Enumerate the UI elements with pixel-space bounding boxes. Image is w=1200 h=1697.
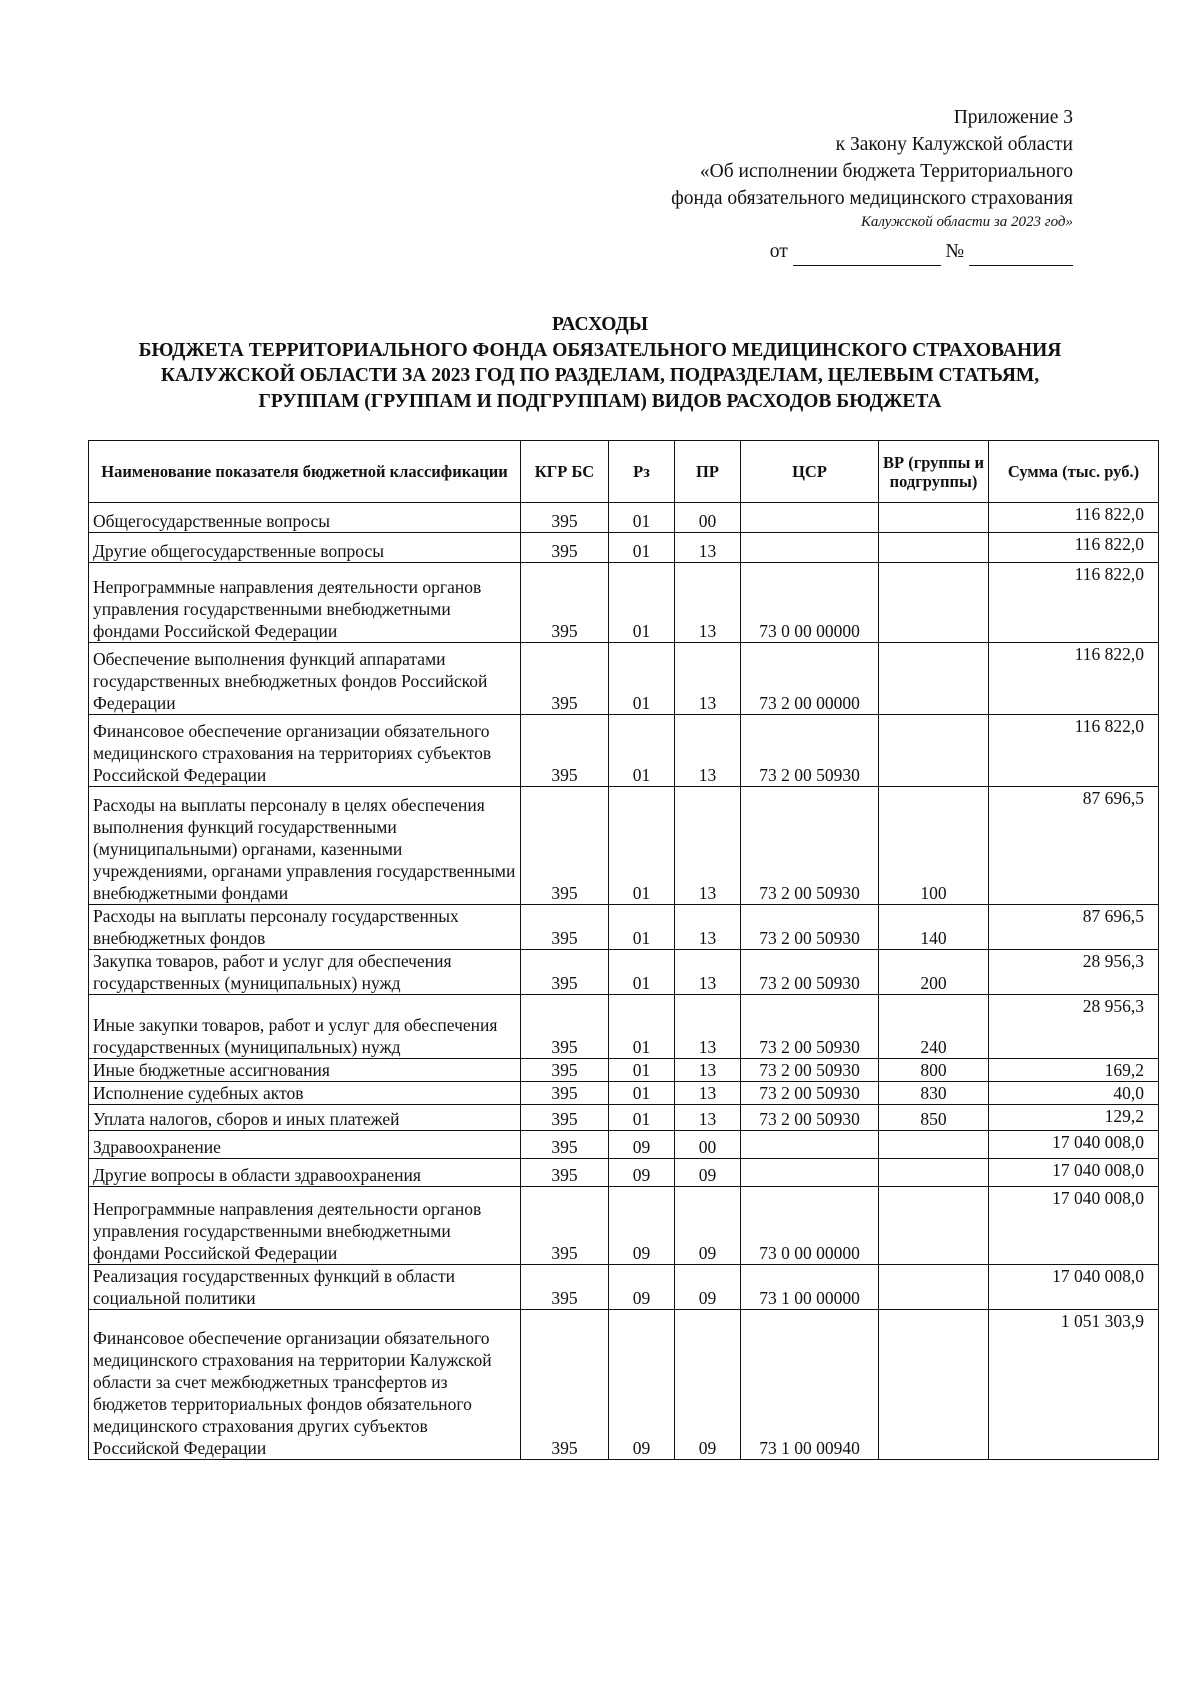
cell-csr: 73 1 00 00940 bbox=[741, 1310, 879, 1460]
appendix-line: Калужской области за 2023 год» bbox=[860, 214, 1073, 230]
table-row bbox=[89, 1131, 1159, 1159]
table-row bbox=[89, 1105, 1159, 1131]
cell-vr bbox=[879, 715, 989, 787]
cell-name: Непрограммные направления деятельности органов управления государственными внебюджетными фондами Российской Федерации bbox=[89, 1187, 521, 1265]
cell-sum: 116 822,0 bbox=[989, 563, 1159, 643]
cell-vr bbox=[879, 533, 989, 563]
cell-sum: 17 040 008,0 bbox=[989, 1265, 1159, 1310]
cell-sum: 169,2 bbox=[989, 1059, 1159, 1082]
table-row bbox=[89, 1159, 1159, 1187]
cell-rz: 01 bbox=[609, 905, 675, 950]
cell-kgrbs: 395 bbox=[521, 715, 609, 787]
cell-pr: 13 bbox=[675, 787, 741, 905]
cell-kgrbs: 395 bbox=[521, 563, 609, 643]
cell-vr bbox=[879, 1131, 989, 1159]
cell-pr: 13 bbox=[675, 643, 741, 715]
appendix-line: Приложение 3 bbox=[953, 107, 1073, 128]
cell-pr: 13 bbox=[675, 563, 741, 643]
cell-pr: 00 bbox=[675, 503, 741, 533]
cell-rz: 01 bbox=[609, 787, 675, 905]
cell-vr: 240 bbox=[879, 995, 989, 1059]
header-csr: ЦСР bbox=[741, 441, 879, 503]
cell-pr: 13 bbox=[675, 1059, 741, 1082]
cell-kgrbs: 395 bbox=[521, 1082, 609, 1105]
cell-pr: 13 bbox=[675, 905, 741, 950]
cell-rz: 01 bbox=[609, 995, 675, 1059]
cell-csr: 73 0 00 00000 bbox=[741, 563, 879, 643]
cell-name: Непрограммные направления деятельности органов управления государственными внебюджетными фондами Российской Федерации bbox=[89, 563, 521, 643]
table-row bbox=[89, 1082, 1159, 1105]
cell-name: Финансовое обеспечение организации обязательного медицинского страхования на территориях субъектов Российской Федерации bbox=[89, 715, 521, 787]
appendix-line: фонда обязательного медицинского страхования bbox=[671, 188, 1073, 209]
cell-pr: 00 bbox=[675, 1131, 741, 1159]
cell-name: Другие общегосударственные вопросы bbox=[89, 533, 521, 563]
cell-kgrbs: 395 bbox=[521, 995, 609, 1059]
table-row bbox=[89, 715, 1159, 787]
cell-rz: 09 bbox=[609, 1131, 675, 1159]
header-rz: Рз bbox=[609, 441, 675, 503]
cell-name: Иные закупки товаров, работ и услуг для обеспечения государственных (муниципальных) нужд bbox=[89, 995, 521, 1059]
cell-pr: 13 bbox=[675, 995, 741, 1059]
appendix-block bbox=[671, 104, 1073, 266]
cell-pr: 09 bbox=[675, 1310, 741, 1460]
cell-csr: 73 0 00 00000 bbox=[741, 1187, 879, 1265]
cell-pr: 13 bbox=[675, 950, 741, 995]
cell-kgrbs: 395 bbox=[521, 905, 609, 950]
header-name: Наименование показателя бюджетной классификации bbox=[89, 441, 521, 503]
cell-csr bbox=[741, 1131, 879, 1159]
cell-sum: 17 040 008,0 bbox=[989, 1159, 1159, 1187]
cell-rz: 01 bbox=[609, 1105, 675, 1131]
document-title bbox=[80, 312, 1120, 414]
cell-csr bbox=[741, 503, 879, 533]
cell-pr: 13 bbox=[675, 715, 741, 787]
cell-rz: 09 bbox=[609, 1265, 675, 1310]
number-blank bbox=[969, 238, 1073, 266]
header-vr: ВР (группы и подгруппы) bbox=[879, 441, 989, 503]
cell-kgrbs: 395 bbox=[521, 1105, 609, 1131]
cell-csr: 73 2 00 50930 bbox=[741, 1059, 879, 1082]
cell-name: Общегосударственные вопросы bbox=[89, 503, 521, 533]
cell-csr: 73 2 00 50930 bbox=[741, 905, 879, 950]
header-pr: ПР bbox=[675, 441, 741, 503]
cell-sum: 116 822,0 bbox=[989, 533, 1159, 563]
cell-sum: 17 040 008,0 bbox=[989, 1131, 1159, 1159]
cell-pr: 09 bbox=[675, 1265, 741, 1310]
cell-rz: 01 bbox=[609, 533, 675, 563]
cell-kgrbs: 395 bbox=[521, 1265, 609, 1310]
cell-vr bbox=[879, 1187, 989, 1265]
table-row bbox=[89, 787, 1159, 905]
cell-name: Расходы на выплаты персоналу государственных внебюджетных фондов bbox=[89, 905, 521, 950]
cell-vr: 200 bbox=[879, 950, 989, 995]
cell-kgrbs: 395 bbox=[521, 533, 609, 563]
cell-name: Исполнение судебных актов bbox=[89, 1082, 521, 1105]
cell-sum: 87 696,5 bbox=[989, 787, 1159, 905]
cell-sum: 116 822,0 bbox=[989, 715, 1159, 787]
cell-vr bbox=[879, 1310, 989, 1460]
cell-sum: 1 051 303,9 bbox=[989, 1310, 1159, 1460]
cell-csr: 73 2 00 50930 bbox=[741, 715, 879, 787]
cell-rz: 09 bbox=[609, 1310, 675, 1460]
appendix-line: к Закону Калужской области bbox=[835, 134, 1073, 155]
cell-rz: 01 bbox=[609, 563, 675, 643]
expenses-table bbox=[88, 440, 1159, 1460]
cell-name: Здравоохранение bbox=[89, 1131, 521, 1159]
cell-name: Расходы на выплаты персоналу в целях обеспечения выполнения функций государственными (муниципальными) органами, казенными учреждениями, органами управления государственными внебюджетными фондами bbox=[89, 787, 521, 905]
cell-name: Иные бюджетные ассигнования bbox=[89, 1059, 521, 1082]
cell-sum: 129,2 bbox=[989, 1105, 1159, 1131]
number-prefix: № bbox=[945, 241, 965, 262]
cell-csr: 73 1 00 00000 bbox=[741, 1265, 879, 1310]
appendix-line: «Об исполнении бюджета Территориального bbox=[699, 161, 1073, 182]
table-header-row bbox=[89, 441, 1159, 503]
cell-rz: 09 bbox=[609, 1159, 675, 1187]
cell-sum: 116 822,0 bbox=[989, 643, 1159, 715]
cell-sum: 17 040 008,0 bbox=[989, 1187, 1159, 1265]
cell-kgrbs: 395 bbox=[521, 1059, 609, 1082]
table-row bbox=[89, 643, 1159, 715]
cell-vr bbox=[879, 503, 989, 533]
cell-vr: 800 bbox=[879, 1059, 989, 1082]
cell-rz: 09 bbox=[609, 1187, 675, 1265]
cell-vr: 140 bbox=[879, 905, 989, 950]
cell-pr: 13 bbox=[675, 533, 741, 563]
cell-csr: 73 2 00 50930 bbox=[741, 1105, 879, 1131]
cell-kgrbs: 395 bbox=[521, 1310, 609, 1460]
table-row bbox=[89, 905, 1159, 950]
cell-name: Реализация государственных функций в области социальной политики bbox=[89, 1265, 521, 1310]
cell-rz: 01 bbox=[609, 950, 675, 995]
cell-kgrbs: 395 bbox=[521, 1159, 609, 1187]
cell-csr bbox=[741, 533, 879, 563]
title-line: КАЛУЖСКОЙ ОБЛАСТИ ЗА 2023 ГОД ПО РАЗДЕЛАМ, ПОДРАЗДЕЛАМ, ЦЕЛЕВЫМ СТАТЬЯМ, bbox=[160, 365, 1040, 386]
cell-name: Финансовое обеспечение организации обязательного медицинского страхования на территории Калужской области за счет межбюджетных трансфертов из бюджетов территориальных фондов обязательного медицинского страхования других субъектов Российской Федерации bbox=[89, 1310, 521, 1460]
cell-csr: 73 2 00 50930 bbox=[741, 1082, 879, 1105]
cell-vr bbox=[879, 643, 989, 715]
cell-name: Уплата налогов, сборов и иных платежей bbox=[89, 1105, 521, 1131]
table-row bbox=[89, 503, 1159, 533]
cell-sum: 87 696,5 bbox=[989, 905, 1159, 950]
cell-name: Обеспечение выполнения функций аппаратами государственных внебюджетных фондов Российской Федерации bbox=[89, 643, 521, 715]
date-blank bbox=[793, 238, 941, 266]
cell-kgrbs: 395 bbox=[521, 643, 609, 715]
table-row bbox=[89, 950, 1159, 995]
cell-pr: 09 bbox=[675, 1187, 741, 1265]
cell-vr: 850 bbox=[879, 1105, 989, 1131]
header-kgrbs: КГР БС bbox=[521, 441, 609, 503]
cell-csr bbox=[741, 1159, 879, 1187]
cell-csr: 73 2 00 50930 bbox=[741, 995, 879, 1059]
cell-vr bbox=[879, 563, 989, 643]
cell-kgrbs: 395 bbox=[521, 1131, 609, 1159]
cell-csr: 73 2 00 50930 bbox=[741, 950, 879, 995]
cell-csr: 73 2 00 50930 bbox=[741, 787, 879, 905]
cell-vr: 100 bbox=[879, 787, 989, 905]
cell-pr: 09 bbox=[675, 1159, 741, 1187]
cell-rz: 01 bbox=[609, 1082, 675, 1105]
table-row bbox=[89, 1059, 1159, 1082]
cell-pr: 13 bbox=[675, 1105, 741, 1131]
cell-name: Закупка товаров, работ и услуг для обеспечения государственных (муниципальных) нужд bbox=[89, 950, 521, 995]
title-line: ГРУППАМ (ГРУППАМ И ПОДГРУППАМ) ВИДОВ РАСХОДОВ БЮДЖЕТА bbox=[258, 390, 942, 412]
date-number-line bbox=[671, 238, 1073, 266]
table-row bbox=[89, 1265, 1159, 1310]
cell-kgrbs: 395 bbox=[521, 787, 609, 905]
cell-rz: 01 bbox=[609, 715, 675, 787]
cell-vr bbox=[879, 1265, 989, 1310]
cell-sum: 116 822,0 bbox=[989, 503, 1159, 533]
date-prefix: от bbox=[769, 241, 788, 262]
cell-rz: 01 bbox=[609, 643, 675, 715]
table-row bbox=[89, 1187, 1159, 1265]
cell-kgrbs: 395 bbox=[521, 1187, 609, 1265]
table-row bbox=[89, 533, 1159, 563]
cell-vr: 830 bbox=[879, 1082, 989, 1105]
cell-vr bbox=[879, 1159, 989, 1187]
title-line: БЮДЖЕТА ТЕРРИТОРИАЛЬНОГО ФОНДА ОБЯЗАТЕЛЬНОГО МЕДИЦИНСКОГО СТРАХОВАНИЯ bbox=[138, 339, 1062, 361]
cell-pr: 13 bbox=[675, 1082, 741, 1105]
table-row bbox=[89, 563, 1159, 643]
title-line: РАСХОДЫ bbox=[552, 314, 648, 335]
table-row bbox=[89, 995, 1159, 1059]
cell-rz: 01 bbox=[609, 503, 675, 533]
cell-rz: 01 bbox=[609, 1059, 675, 1082]
header-sum: Сумма (тыс. руб.) bbox=[989, 441, 1159, 503]
table-row bbox=[89, 1310, 1159, 1460]
cell-sum: 28 956,3 bbox=[989, 995, 1159, 1059]
cell-sum: 28 956,3 bbox=[989, 950, 1159, 995]
cell-csr: 73 2 00 00000 bbox=[741, 643, 879, 715]
cell-name: Другие вопросы в области здравоохранения bbox=[89, 1159, 521, 1187]
cell-kgrbs: 395 bbox=[521, 950, 609, 995]
cell-sum: 40,0 bbox=[989, 1082, 1159, 1105]
cell-kgrbs: 395 bbox=[521, 503, 609, 533]
